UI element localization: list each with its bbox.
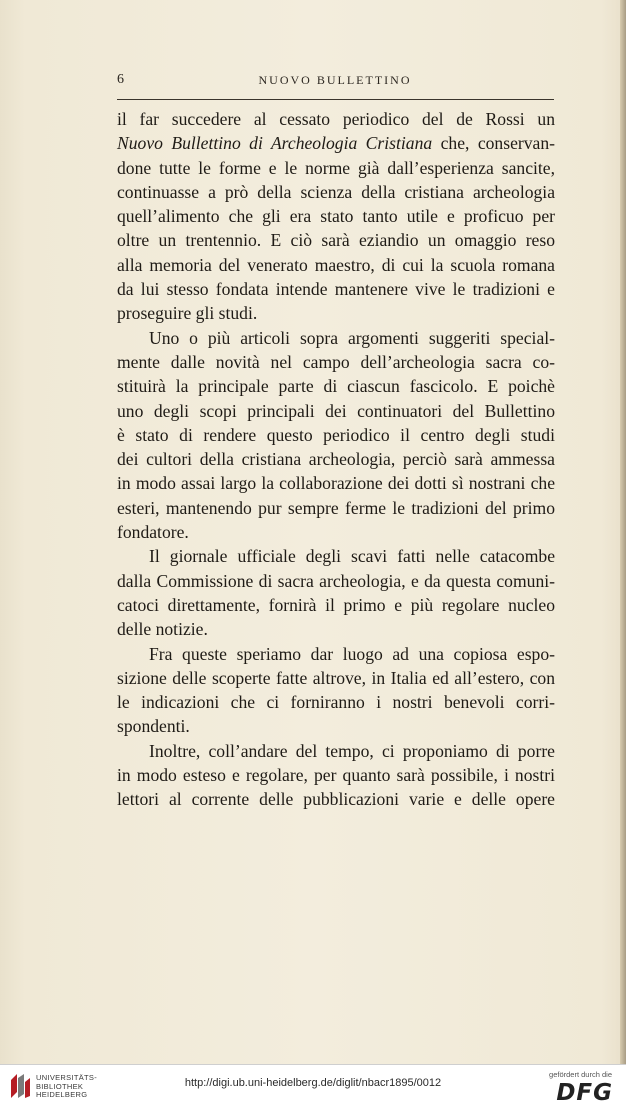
text-line: Inoltre, coll’andare del tempo, ci proponiamo di porre	[149, 740, 555, 761]
text-line: Il giornale ufficiale degli scavi fatti nelle catacombe	[149, 546, 555, 567]
text-line: mente dalle novità nel campo dell’archeologia sacra co-	[117, 351, 555, 372]
header-rule	[117, 99, 554, 100]
text-line: alla memoria del venerato maestro, di cui la scuola romana	[117, 254, 555, 275]
text-line: fondatore.	[117, 522, 189, 543]
text-line: dei cultori della cristiana archeologia, perciò sarà ammessa	[117, 449, 555, 470]
library-name-line: UNIVERSITÄTS-	[36, 1073, 97, 1082]
text-line: lettori al corrente delle pubblicazioni varie e delle opere	[117, 789, 555, 810]
text-line: uno degli scopi principali dei continuatori del Bullettino	[117, 400, 555, 421]
funder-label: gefördert durch die	[549, 1070, 612, 1079]
dfg-logo: DFG	[556, 1080, 613, 1106]
text-line: sizione delle scoperte fatte altrove, in Italia ed all’estero, con	[117, 667, 555, 688]
footer-bar	[0, 1064, 626, 1108]
page-header	[117, 72, 553, 88]
text-line: delle notizie.	[117, 619, 208, 640]
running-title: NUOVO BULLETTINO	[258, 73, 412, 87]
text-line: spondenti.	[117, 716, 190, 737]
text-line: dalla Commissione di sacra archeologia, e da questa comuni-	[117, 570, 555, 591]
text-line: le indicazioni che ci forniranno i nostri benevoli corri-	[117, 692, 555, 713]
page-number: 6	[117, 72, 124, 87]
text-line	[117, 131, 555, 155]
text-line: quell’alimento che gli era stato tanto utile e proficuo per	[117, 206, 555, 227]
text-line: in modo esteso e regolare, per quanto sarà possibile, i nostri	[117, 765, 555, 786]
text-line: proseguire gli studi.	[117, 303, 258, 324]
text-line: è stato di rendere questo periodico il centro degli studi	[117, 424, 555, 445]
italic-title: Nuovo Bullettino di Archeologia Cristiana	[117, 133, 433, 154]
text-line: il far succedere al cessato periodico del de Rossi un	[117, 109, 555, 129]
text-line: esteri, mantenendo pur sempre ferme le tradizioni del primo	[117, 497, 555, 518]
body-text	[117, 107, 555, 812]
text-line: Uno o più articoli sopra argomenti suggeriti special-	[149, 327, 555, 348]
text-line: done tutte le forme e le norme già dall’esperienza sancite,	[117, 157, 555, 178]
text-line: Fra queste speriamo dar luogo ad una copiosa espo-	[149, 643, 555, 664]
text-line: catoci direttamente, fornirà il primo e più regolare nucleo	[117, 594, 555, 615]
text-line: continuasse a prò della scienza della cristiana archeologia	[117, 181, 555, 202]
text-line: in modo assai largo la collaborazione dei dotti sì nostrani che	[117, 473, 555, 494]
library-name-line: BIBLIOTHEK	[36, 1081, 84, 1091]
text-fragment: che, conservan-	[432, 133, 555, 154]
text-line: da lui stesso fondata intende mantenere vive le tradizioni e	[117, 279, 555, 300]
text-line: oltre un trentennio. E ciò sarà eziandio un omaggio reso	[117, 230, 555, 251]
library-name-line: HEIDELBERG	[36, 1090, 88, 1100]
text-line: stituirà la principale parte di ciascun fascicolo. E poichè	[117, 376, 555, 397]
page-edge	[620, 0, 626, 1064]
digital-object-url[interactable]: http://digi.ub.uni-heidelberg.de/diglit/nbacr1895/0012	[184, 1077, 442, 1089]
